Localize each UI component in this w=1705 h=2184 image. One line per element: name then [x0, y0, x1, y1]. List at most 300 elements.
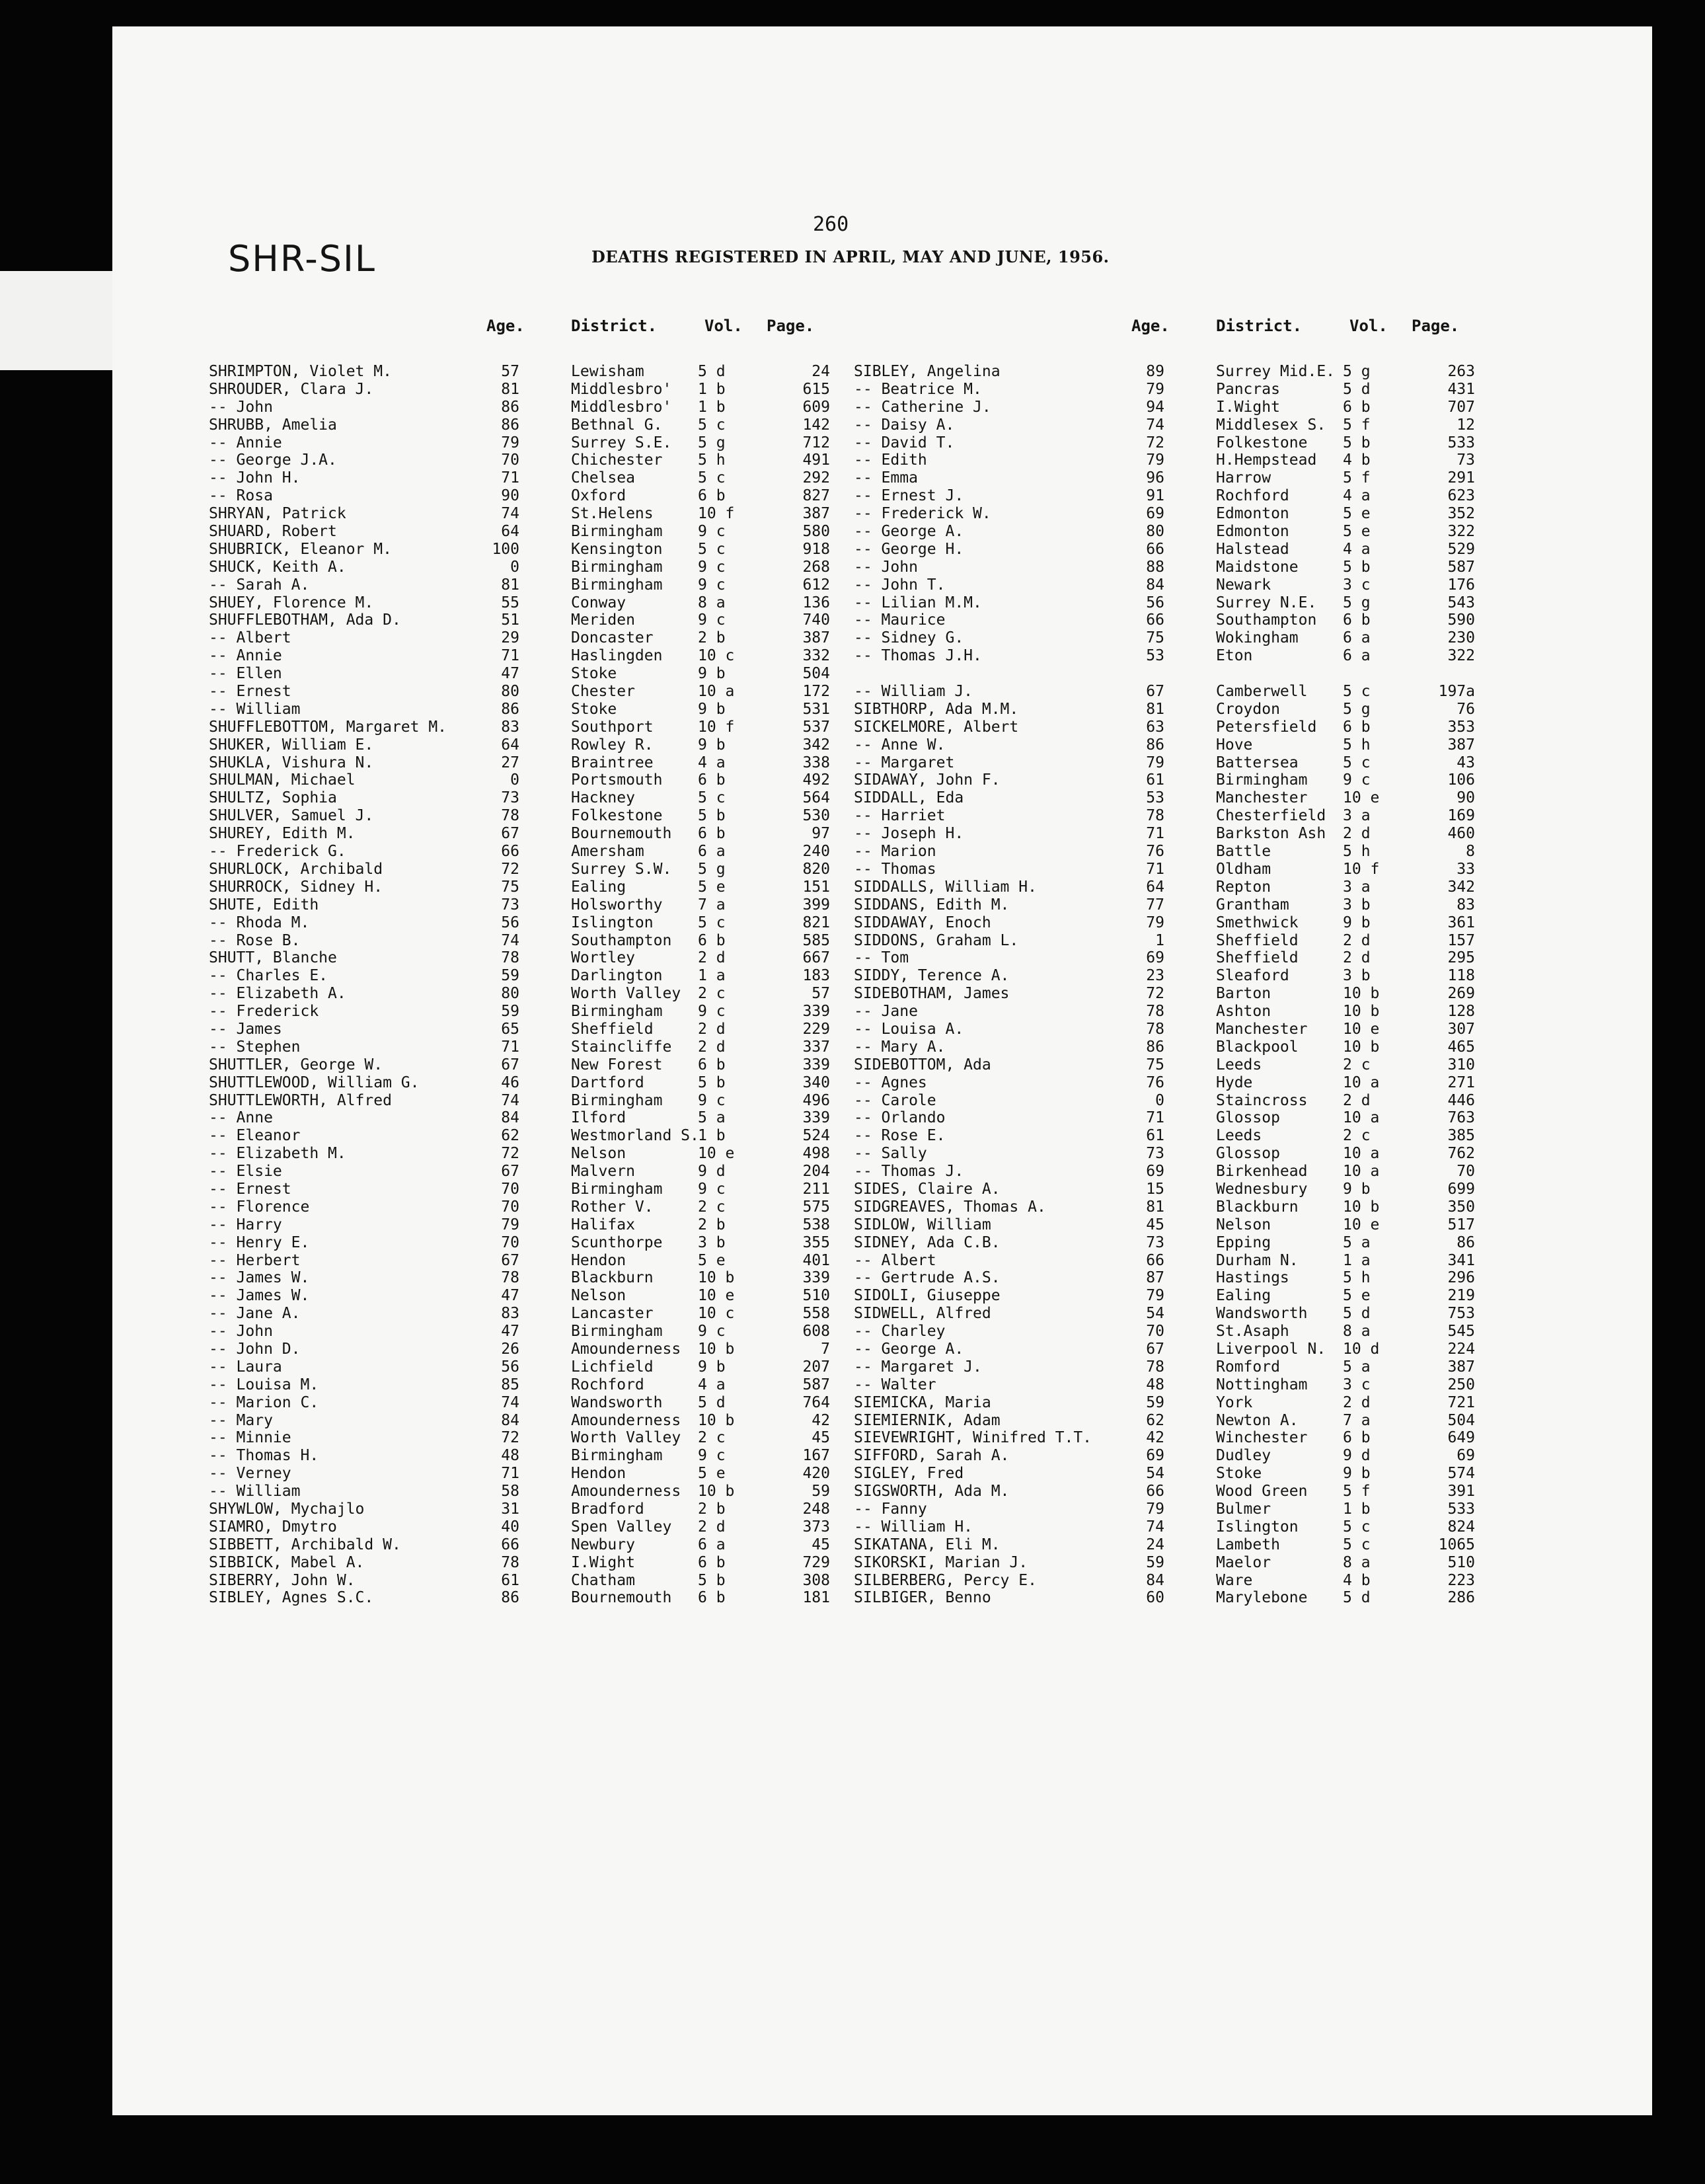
entry-page: 269 — [1447, 985, 1475, 1003]
entry-page: 342 — [1447, 878, 1475, 896]
entry-age: 45 — [1146, 1216, 1164, 1233]
entry-page: 69 — [1457, 1447, 1475, 1465]
entry-age: 65 — [501, 1020, 519, 1038]
entry-volume: 6 a — [1343, 629, 1371, 647]
entry-name: -- Minnie — [209, 1429, 291, 1447]
entry-district: Liverpool N. — [1216, 1340, 1326, 1358]
entry-page: 609 — [802, 398, 830, 416]
entry-page: 339 — [802, 1109, 830, 1127]
entry-page: 821 — [802, 914, 830, 931]
entry-name: -- Sarah A. — [209, 576, 310, 594]
entry-age: 79 — [1146, 1501, 1164, 1518]
entry-volume: 5 e — [698, 878, 726, 896]
entry-name: SHUFFLEBOTTOM, Margaret M. — [209, 718, 447, 736]
entry-page: 543 — [1447, 594, 1475, 611]
entry-volume: 10 b — [698, 1340, 735, 1358]
entry-age: 61 — [1146, 771, 1164, 789]
entry-volume: 9 d — [1343, 1447, 1371, 1465]
entry-age: 74 — [501, 1393, 519, 1411]
entry-volume: 8 a — [698, 594, 726, 611]
entry-district: Leeds — [1216, 1056, 1262, 1073]
entry-page: 229 — [802, 1020, 830, 1038]
entry-name: -- James — [209, 1020, 282, 1038]
entry-page: 295 — [1447, 949, 1475, 967]
entry-age: 96 — [1146, 469, 1164, 487]
entry-age: 29 — [501, 629, 519, 647]
entry-name: -- Henry E. — [209, 1233, 310, 1251]
entry-district: Folkestone — [571, 807, 663, 825]
entry-page: 338 — [802, 754, 830, 771]
entry-district: Barkston Ash — [1216, 825, 1326, 843]
entry-district: Hackney — [571, 789, 635, 807]
entry-volume: 5 a — [1343, 1233, 1371, 1251]
entry-district: Lichfield — [571, 1358, 654, 1376]
entry-district: Lewisham — [571, 363, 644, 380]
entry-name: SIDDONS, Graham L. — [854, 931, 1019, 949]
entry-name: SIDEBOTTOM, Ada — [854, 1056, 991, 1073]
entry-district: Blackburn — [571, 1269, 654, 1287]
entry-age: 66 — [1146, 1483, 1164, 1501]
entry-volume: 3 c — [1343, 1376, 1371, 1393]
entry-page: 587 — [802, 1376, 830, 1393]
entry-name: -- John T. — [854, 576, 946, 594]
entry-page: 492 — [802, 771, 830, 789]
entry-district: Hendon — [571, 1251, 626, 1269]
entry-age: 74 — [501, 505, 519, 523]
entry-volume: 6 b — [1343, 1429, 1371, 1447]
entry-name: -- Orlando — [854, 1109, 946, 1127]
entry-district: Blackpool — [1216, 1038, 1299, 1056]
entry-district: Southampton — [1216, 611, 1317, 629]
entry-volume: 9 c — [1343, 771, 1371, 789]
entry-district: Stoke — [1216, 1465, 1262, 1483]
entry-name: SIBTHORP, Ada M.M. — [854, 700, 1019, 718]
entry-age: 66 — [1146, 540, 1164, 558]
vol-header: Vol. — [704, 317, 743, 335]
entry-name: SHROUDER, Clara J. — [209, 380, 374, 398]
entry-page: 310 — [1447, 1056, 1475, 1073]
entry-page: 339 — [802, 1056, 830, 1073]
entry-district: Lambeth — [1216, 1536, 1280, 1553]
entry-age: 70 — [501, 1198, 519, 1216]
entry-volume: 2 b — [698, 1501, 726, 1518]
entry-district: Hove — [1216, 736, 1253, 754]
entry-volume: 9 c — [698, 1180, 726, 1198]
entry-volume: 10 b — [698, 1269, 735, 1287]
entry-volume: 5 e — [698, 1251, 726, 1269]
entry-age: 31 — [501, 1501, 519, 1518]
entry-page: 564 — [802, 789, 830, 807]
entry-age: 71 — [1146, 825, 1164, 843]
entry-page: 762 — [1447, 1145, 1475, 1163]
entry-age: 84 — [501, 1411, 519, 1429]
entry-name: -- Frederick W. — [854, 505, 991, 523]
entry-volume: 10 b — [1343, 1198, 1380, 1216]
entry-age: 48 — [501, 1447, 519, 1465]
entry-district: Nelson — [571, 1287, 626, 1305]
entry-page: 240 — [802, 843, 830, 861]
entry-volume: 9 c — [698, 1091, 726, 1109]
entry-district: Winchester — [1216, 1429, 1308, 1447]
entry-page: 248 — [802, 1501, 830, 1518]
entry-district: Sheffield — [1216, 949, 1299, 967]
entry-page: 57 — [812, 985, 830, 1003]
entry-district: Surrey S.W. — [571, 860, 672, 878]
entry-volume: 5 d — [698, 363, 726, 380]
entry-name: -- Fanny — [854, 1501, 927, 1518]
entry-age: 42 — [1146, 1429, 1164, 1447]
entry-page: 292 — [802, 469, 830, 487]
entry-volume: 1 b — [1343, 1501, 1371, 1518]
entry-name: -- Rose B. — [209, 931, 301, 949]
entry-volume: 9 b — [698, 700, 726, 718]
entry-volume: 5 g — [1343, 363, 1371, 380]
entry-page: 8 — [1466, 843, 1475, 861]
entry-volume: 10 a — [1343, 1163, 1380, 1181]
entry-volume: 5 e — [1343, 505, 1371, 523]
entry-district: Doncaster — [571, 629, 654, 647]
age-header: Age. — [486, 317, 525, 335]
entry-volume: 5 d — [698, 1393, 726, 1411]
entry-page: 118 — [1447, 967, 1475, 985]
entry-district: Middlesbro' — [571, 380, 672, 398]
entry-page: 498 — [802, 1145, 830, 1163]
entry-page: 575 — [802, 1198, 830, 1216]
entry-page: 42 — [812, 1411, 830, 1429]
entry-volume: 3 c — [1343, 576, 1371, 594]
entry-age: 73 — [1146, 1233, 1164, 1251]
entry-volume: 5 h — [1343, 736, 1371, 754]
entry-district: Chester — [571, 683, 635, 701]
entry-page: 332 — [802, 647, 830, 665]
entry-name: SILBIGER, Benno — [854, 1589, 991, 1607]
entry-age: 70 — [1146, 1323, 1164, 1341]
entry-district: Conway — [571, 594, 626, 611]
entry-district: Rother V. — [571, 1198, 654, 1216]
entry-page: 538 — [802, 1216, 830, 1233]
entry-age: 47 — [501, 665, 519, 683]
entry-district: Birmingham — [571, 1447, 663, 1465]
entry-name: SHULVER, Samuel J. — [209, 807, 374, 825]
entry-district: Worth Valley — [571, 985, 681, 1003]
entry-page: 86 — [1457, 1233, 1475, 1251]
entry-district: Surrey N.E. — [1216, 594, 1317, 611]
district-header: District. — [1216, 317, 1303, 335]
entry-age: 72 — [501, 1145, 519, 1163]
entry-page: 151 — [802, 878, 830, 896]
entry-name: -- Joseph H. — [854, 825, 964, 843]
entry-page: 524 — [802, 1127, 830, 1145]
entry-page: 707 — [1447, 398, 1475, 416]
entry-volume: 10 a — [1343, 1073, 1380, 1091]
entry-name: -- Maurice — [854, 611, 946, 629]
entry-page: 342 — [802, 736, 830, 754]
entry-page: 585 — [802, 931, 830, 949]
entry-page: 545 — [1447, 1323, 1475, 1341]
entry-age: 59 — [501, 967, 519, 985]
entry-age: 74 — [501, 931, 519, 949]
entry-district: Birmingham — [571, 576, 663, 594]
entry-district: Amounderness — [571, 1411, 681, 1429]
entry-volume: 2 d — [698, 1038, 726, 1056]
entry-volume: 6 b — [1343, 398, 1371, 416]
entry-page: 308 — [802, 1571, 830, 1589]
entry-age: 0 — [510, 771, 519, 789]
entry-age: 53 — [1146, 647, 1164, 665]
entry-age: 70 — [501, 451, 519, 469]
entry-age: 15 — [1146, 1180, 1164, 1198]
entry-district: Newark — [1216, 576, 1271, 594]
entry-age: 72 — [501, 860, 519, 878]
entry-volume: 9 b — [1343, 1465, 1371, 1483]
entry-volume: 9 c — [698, 1003, 726, 1021]
entry-district: Rochford — [1216, 487, 1289, 505]
entry-age: 86 — [501, 416, 519, 434]
entry-page: 763 — [1447, 1109, 1475, 1127]
entry-name: SHULTZ, Sophia — [209, 789, 337, 807]
entry-volume: 10 d — [1343, 1340, 1380, 1358]
entry-age: 47 — [501, 1287, 519, 1305]
entry-page: 322 — [1447, 523, 1475, 541]
entry-age: 72 — [1146, 985, 1164, 1003]
entry-district: Barton — [1216, 985, 1271, 1003]
entry-age: 71 — [501, 647, 519, 665]
entry-age: 73 — [1146, 1145, 1164, 1163]
entry-name: SIEMIERNIK, Adam — [854, 1411, 1001, 1429]
entry-page: 268 — [802, 558, 830, 576]
entry-page: 296 — [1447, 1269, 1475, 1287]
entry-volume: 6 b — [698, 1589, 726, 1607]
entry-volume: 3 b — [1343, 967, 1371, 985]
entry-volume: 5 c — [698, 469, 726, 487]
entry-age: 72 — [1146, 434, 1164, 451]
entry-page: 263 — [1447, 363, 1475, 380]
entry-page: 580 — [802, 523, 830, 541]
entry-page: 649 — [1447, 1429, 1475, 1447]
entry-age: 71 — [501, 469, 519, 487]
entry-district: Battersea — [1216, 754, 1299, 771]
entry-name: SHUTT, Blanche — [209, 949, 337, 967]
entry-page: 373 — [802, 1518, 830, 1536]
entry-district: Surrey Mid.E. — [1216, 363, 1336, 380]
entry-page: 753 — [1447, 1305, 1475, 1323]
entry-volume: 10 e — [1343, 789, 1380, 807]
entry-age: 84 — [1146, 1571, 1164, 1589]
entry-page: 574 — [1447, 1465, 1475, 1483]
entry-age: 56 — [1146, 594, 1164, 611]
entry-volume: 5 e — [1343, 1287, 1371, 1305]
entry-name: SHUARD, Robert — [209, 523, 337, 541]
entry-volume: 9 b — [1343, 1180, 1371, 1198]
entry-volume: 3 b — [1343, 896, 1371, 914]
entry-age: 78 — [501, 807, 519, 825]
entry-volume: 2 d — [1343, 825, 1371, 843]
district-header: District. — [571, 317, 658, 335]
entry-age: 56 — [501, 1358, 519, 1376]
entry-name: -- Verney — [209, 1465, 291, 1483]
entry-name: -- James W. — [209, 1287, 310, 1305]
entry-age: 26 — [501, 1340, 519, 1358]
entry-name: SHUREY, Edith M. — [209, 825, 356, 843]
entry-page: 341 — [1447, 1251, 1475, 1269]
entry-district: Maelor — [1216, 1553, 1271, 1571]
entry-age: 71 — [501, 1038, 519, 1056]
entry-page: 24 — [812, 363, 830, 380]
entry-name: SHUTTLEWOOD, William G. — [209, 1073, 420, 1091]
entry-name: -- Lilian M.M. — [854, 594, 982, 611]
entry-page: 183 — [802, 967, 830, 985]
page-title: DEATHS REGISTERED IN APRIL, MAY AND JUNE, 1956. — [591, 247, 1110, 266]
entry-page: 230 — [1447, 629, 1475, 647]
entry-page: 558 — [802, 1305, 830, 1323]
entry-name: -- Harriet — [854, 807, 946, 825]
entry-district: Eton — [1216, 647, 1253, 665]
entry-page: 667 — [802, 949, 830, 967]
entry-age: 87 — [1146, 1269, 1164, 1287]
entry-district: Sheffield — [1216, 931, 1299, 949]
entry-district: Westmorland S. — [571, 1127, 699, 1145]
entry-name: -- John — [209, 1323, 273, 1341]
entry-page: 250 — [1447, 1376, 1475, 1393]
entry-name: -- Edith — [854, 451, 927, 469]
entry-age: 86 — [501, 398, 519, 416]
entry-district: Hastings — [1216, 1269, 1289, 1287]
entry-page: 491 — [802, 451, 830, 469]
entry-age: 59 — [1146, 1553, 1164, 1571]
entry-district: Braintree — [571, 754, 654, 771]
entry-age: 62 — [1146, 1411, 1164, 1429]
entry-name: -- Ernest — [209, 1180, 291, 1198]
entry-page: 420 — [802, 1465, 830, 1483]
entry-age: 94 — [1146, 398, 1164, 416]
page-number: 260 — [813, 213, 849, 236]
entry-district: St.Asaph — [1216, 1323, 1289, 1341]
entry-district: Amersham — [571, 843, 644, 861]
entry-age: 89 — [1146, 363, 1164, 380]
entry-name: -- Frederick — [209, 1003, 319, 1021]
entry-page: 339 — [802, 1269, 830, 1287]
entry-page: 142 — [802, 416, 830, 434]
entry-age: 47 — [501, 1323, 519, 1341]
entry-age: 66 — [501, 1536, 519, 1553]
entry-volume: 6 b — [698, 1553, 726, 1571]
entry-age: 81 — [1146, 1198, 1164, 1216]
entry-page: 729 — [802, 1553, 830, 1571]
entry-age: 63 — [1146, 718, 1164, 736]
entry-name: -- Thomas — [854, 860, 936, 878]
entry-district: Battle — [1216, 843, 1271, 861]
entry-volume: 2 b — [698, 629, 726, 647]
entry-name: SIDDALLS, William H. — [854, 878, 1037, 896]
entry-district: Bethnal G. — [571, 416, 663, 434]
entry-name: SIBLEY, Angelina — [854, 363, 1001, 380]
entry-page: 45 — [812, 1536, 830, 1553]
entry-district: Southampton — [571, 931, 672, 949]
entry-volume: 5 d — [1343, 1589, 1371, 1607]
entry-volume: 9 c — [698, 523, 726, 541]
entry-name: -- John H. — [209, 469, 301, 487]
entry-page: 83 — [1457, 896, 1475, 914]
entry-volume: 4 a — [698, 754, 726, 771]
entry-name: SHUTE, Edith — [209, 896, 319, 914]
entry-name: SIDLOW, William — [854, 1216, 991, 1233]
entry-page: 531 — [802, 700, 830, 718]
entry-district: Islington — [571, 914, 654, 931]
entry-volume: 5 b — [1343, 434, 1371, 451]
entry-district: Nottingham — [1216, 1376, 1308, 1393]
entry-name: -- George J.A. — [209, 451, 337, 469]
entry-age: 81 — [501, 380, 519, 398]
entry-page: 223 — [1447, 1571, 1475, 1589]
entry-name: -- Albert — [209, 629, 291, 647]
entry-name: -- Jane — [854, 1003, 918, 1021]
entry-district: Hyde — [1216, 1073, 1253, 1091]
entry-name: -- Ernest J. — [854, 487, 964, 505]
entry-age: 69 — [1146, 1163, 1164, 1181]
vol-header: Vol. — [1349, 317, 1388, 335]
entry-age: 86 — [501, 1589, 519, 1607]
entry-volume: 2 d — [698, 1020, 726, 1038]
entry-district: Rochford — [571, 1376, 644, 1393]
entry-name: SIKORSKI, Marian J. — [854, 1553, 1028, 1571]
entry-volume: 9 c — [698, 1323, 726, 1341]
entry-age: 48 — [1146, 1376, 1164, 1393]
entry-name: -- Catherine J. — [854, 398, 991, 416]
entry-district: Amounderness — [571, 1483, 681, 1501]
entry-district: Folkestone — [1216, 434, 1308, 451]
entry-name: SIAMRO, Dmytro — [209, 1518, 337, 1536]
entry-volume: 9 b — [698, 736, 726, 754]
entry-page: 211 — [802, 1180, 830, 1198]
entry-district: Grantham — [1216, 896, 1289, 914]
entry-page: 167 — [802, 1447, 830, 1465]
entry-page: 76 — [1457, 700, 1475, 718]
entry-district: Harrow — [1216, 469, 1271, 487]
entry-page: 590 — [1447, 611, 1475, 629]
entry-page: 460 — [1447, 825, 1475, 843]
entry-district: Marylebone — [1216, 1589, 1308, 1607]
entry-volume: 5 c — [1343, 1518, 1371, 1536]
entry-name: -- Sidney G. — [854, 629, 964, 647]
entry-district: Glossop — [1216, 1109, 1280, 1127]
entry-page: 59 — [812, 1483, 830, 1501]
entry-district: Middlesex S. — [1216, 416, 1326, 434]
entry-district: Wortley — [571, 949, 635, 967]
entry-age: 84 — [501, 1109, 519, 1127]
entry-age: 78 — [501, 1553, 519, 1571]
entry-name: -- Charley — [854, 1323, 946, 1341]
entry-name: SHUBRICK, Eleanor M. — [209, 540, 392, 558]
entry-age: 0 — [510, 558, 519, 576]
entry-age: 78 — [501, 949, 519, 967]
entry-age: 40 — [501, 1518, 519, 1536]
entry-name: SIGLEY, Fred — [854, 1465, 964, 1483]
entry-page: 504 — [802, 665, 830, 683]
entry-volume: 2 c — [1343, 1127, 1371, 1145]
entry-volume: 4 b — [1343, 451, 1371, 469]
entry-age: 67 — [501, 1251, 519, 1269]
entry-volume: 5 e — [1343, 523, 1371, 541]
entry-page: 712 — [802, 434, 830, 451]
entry-age: 62 — [501, 1127, 519, 1145]
entry-name: -- Walter — [854, 1376, 936, 1393]
entry-age: 64 — [501, 523, 519, 541]
entry-page: 181 — [802, 1589, 830, 1607]
entry-volume: 6 b — [698, 487, 726, 505]
entry-age: 70 — [501, 1233, 519, 1251]
entry-name: -- George H. — [854, 540, 964, 558]
entry-volume: 6 b — [698, 771, 726, 789]
